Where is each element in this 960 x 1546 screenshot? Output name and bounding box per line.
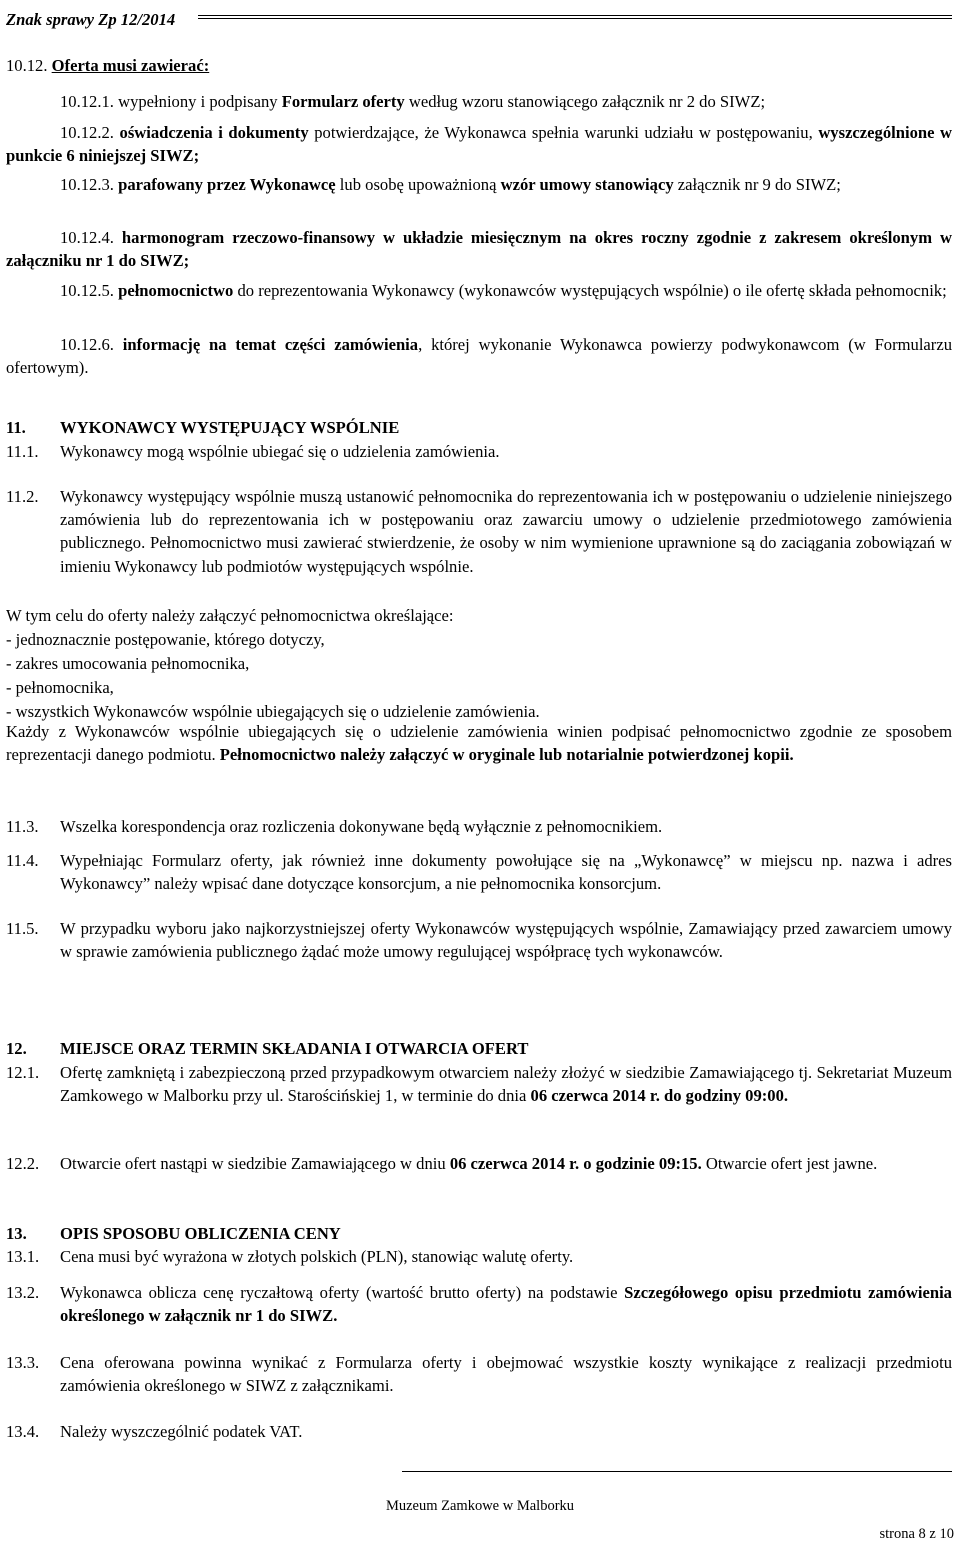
para-11-5: W przypadku wyboru jako najkorzystniejszej oferty Wykonawców występujących wspólnie, Zamawiający przed zawarciem umowy w sprawie zamówienia publicznego żądać może umowy regulującej współpracę tych wykonawców. xyxy=(60,919,952,962)
item-10-12-1 xyxy=(60,90,765,113)
section-number xyxy=(6,54,209,77)
item-text: lub osobę upoważnioną xyxy=(335,175,501,194)
item-text: potwierdzające, że Wykonawca spełnia warunki udziału w postępowaniu, xyxy=(308,123,819,142)
lead-text: W tym celu do oferty należy załączyć pełnomocnictwa określające: xyxy=(6,606,454,625)
item-text-c: według wzoru stanowiącego załącznik nr 2 do SIWZ; xyxy=(404,92,766,111)
item-10-12-2 xyxy=(6,121,952,167)
para-number: 11.2. xyxy=(6,487,39,506)
para-number: 11.5. xyxy=(6,919,39,938)
item-10-12-5 xyxy=(6,279,952,302)
para-text-bold: Pełnomocnictwo należy załączyć w oryginale lub notarialnie potwierdzonej kopii. xyxy=(219,745,794,765)
dash-item: - zakres umocowania pełnomocnika, xyxy=(6,654,250,673)
dash-item: - wszystkich Wykonawców wspólnie ubiegających się o udzielenie zamówienia. xyxy=(6,702,540,721)
item-text: , której wykonanie Wykonawca powierzy podwykonawcom (w Formularzu ofertowym). xyxy=(6,335,952,378)
section-title: OPIS SPOSOBU OBLICZENIA CENY xyxy=(60,1224,341,1243)
item-text-bold-2: wyszczególnione w punkcie 6 niniejszej SIWZ; xyxy=(6,123,953,166)
para-text-bold: Szczegółowego opisu przedmiotu zamówienia określonego w załącznik nr 1 do SIWZ. xyxy=(60,1283,952,1326)
para-text: Wszelka korespondencja oraz rozliczenia dokonywane będą wyłącznie z pełnomocnikiem. xyxy=(60,817,663,836)
section-number-text: 10.12. xyxy=(6,56,48,75)
para-number: 12.1. xyxy=(6,1063,40,1082)
para-number: 11.1. xyxy=(6,442,39,461)
para-number: 13.2. xyxy=(6,1283,40,1302)
para-11-1 xyxy=(6,440,500,463)
para-each-contractor xyxy=(6,720,952,766)
section-title: WYKONAWCY WYSTĘPUJĄCY WSPÓLNIE xyxy=(60,418,400,437)
para-11-2: Wykonawcy występujący wspólnie muszą ustanowić pełnomocnika do reprezentowania ich w postępowaniu o udzielenie niniejszego zamówienia lub do reprezentowania ich w postępowaniu oraz zawarciu umowy o udzielenie przedmiotowego zamówienia publicznego. Pełnomocnictwo musi zawierać stwierdzenie, że osoby w nim wymienione uprawnione są do zaciągania zobowiązań w imieniu Wykonawcy lub podmiotów występujących wspólnie. xyxy=(60,487,952,576)
para-number: 13.4. xyxy=(6,1422,40,1441)
header-rule xyxy=(198,15,952,16)
para-text-bold: 06 czerwca 2014 r. do godziny 09:00. xyxy=(530,1086,789,1106)
item-text-bold: pełnomocnictwo xyxy=(118,281,234,300)
para-text: Należy wyszczególnić podatek VAT. xyxy=(60,1422,303,1441)
section-11-heading xyxy=(6,416,399,439)
page-number: strona 8 z 10 xyxy=(879,1526,954,1542)
para-12-1 xyxy=(60,1061,952,1107)
item-text-bold: oświadczenia i dokumenty xyxy=(119,123,309,142)
item-text-2: załącznik nr 9 do SIWZ; xyxy=(673,175,841,194)
footer-organization: Muzeum Zamkowe w Malborku xyxy=(385,1498,575,1514)
page-header xyxy=(6,4,952,30)
footer-rule xyxy=(402,1471,952,1472)
item-text-bold: parafowany przez Wykonawcę xyxy=(118,175,336,194)
item-number: 10.12.1. xyxy=(60,92,114,111)
section-12-heading xyxy=(6,1037,528,1060)
para-number: 13.1. xyxy=(6,1247,40,1266)
item-text-a: wypełniony i podpisany xyxy=(118,92,282,111)
para-12-2 xyxy=(60,1152,952,1175)
case-reference: Znak sprawy Zp 12/2014 xyxy=(6,10,176,29)
dash-item: - pełnomocnika, xyxy=(6,678,114,697)
para-13-4 xyxy=(6,1420,302,1443)
item-text-bold: harmonogram rzeczowo-finansowy w układzie miesięcznym na okres roczny zgodnie z zakresem określonym w załączniku nr 1 do SIWZ; xyxy=(6,228,952,271)
para-text: Cena musi być wyrażona w złotych polskich (PLN), stanowiąc walutę oferty. xyxy=(60,1247,574,1266)
para-date-bold: 06 czerwca 2014 r. xyxy=(449,1154,580,1173)
para-text: Ofertę zamkniętą i zabezpieczoną przed przypadkowym otwarciem należy złożyć w siedzibie Zamawiającego tj. Sekretariat Muzeum Zamkowego w Malborku przy ul. Starościńskiej 1, w terminie do dnia xyxy=(60,1063,952,1106)
item-number: 10.12.4. xyxy=(60,228,114,247)
item-text-bold: informację na temat części zamówienia xyxy=(122,335,419,354)
section-number: 13. xyxy=(6,1224,27,1243)
item-10-12-6 xyxy=(6,333,952,379)
para-13-1 xyxy=(6,1245,573,1268)
para-text: Wykonawca oblicza cenę ryczałtową oferty (wartość brutto oferty) na podstawie xyxy=(60,1283,625,1302)
para-text: Wykonawcy mogą wspólnie ubiegać się o udzielenia zamówienia. xyxy=(60,442,500,461)
item-10-12-4 xyxy=(6,226,952,272)
section-title: Oferta musi zawierać: xyxy=(51,56,210,75)
para-11-4: Wypełniając Formularz oferty, jak również inne dokumenty powołujące się na „Wykonawcę” w miejscu np. nazwa i adres Wykonawcy” należy wpisać dane dotyczące konsorcjum, a nie pełnomocnika konsorcjum. xyxy=(60,851,952,894)
para-number: 11.4. xyxy=(6,851,39,870)
section-13-heading xyxy=(6,1222,341,1245)
section-number: 12. xyxy=(6,1039,27,1058)
para-13-3: Cena oferowana powinna wynikać z Formularza oferty i obejmować wszystkie koszty wynikające z realizacji przedmiotu zamówienia określonego w SIWZ z załącznikami. xyxy=(60,1353,952,1396)
dash-item: - jednoznacznie postępowanie, którego dotyczy, xyxy=(6,630,325,649)
para-text: Każdy z Wykonawców wspólnie ubiegających się o udzielenie zamówienia winien podpisać pełnomocnictwo zgodnie ze sposobem reprezentacji danego podmiotu. xyxy=(6,722,952,765)
para-number: 12.2. xyxy=(6,1154,40,1173)
para-number: 13.3. xyxy=(6,1353,40,1372)
item-number: 10.12.5. xyxy=(60,281,114,300)
item-10-12-3 xyxy=(6,173,952,196)
item-text-bold-2: wzór umowy stanowiący xyxy=(500,175,674,194)
header-rule-second xyxy=(198,18,952,19)
item-number: 10.12.2. xyxy=(60,123,114,142)
para-11-3 xyxy=(6,815,662,838)
item-text-bold: Formularz oferty xyxy=(281,92,405,111)
item-number: 10.12.6. xyxy=(60,335,114,354)
para-13-2 xyxy=(60,1281,952,1327)
item-text: do reprezentowania Wykonawcy (wykonawców występujących wspólnie) o ile ofertę składa pełnomocnik; xyxy=(233,281,947,300)
para-text-2: Otwarcie ofert jest jawne. xyxy=(701,1154,878,1173)
para-text: Otwarcie ofert nastąpi w siedzibie Zamawiającego w dniu xyxy=(60,1154,450,1173)
para-time-bold: o godzinie 09:15. xyxy=(583,1154,702,1173)
section-number: 11. xyxy=(6,418,26,437)
section-title: MIEJSCE ORAZ TERMIN SKŁADANIA I OTWARCIA OFERT xyxy=(60,1039,529,1058)
para-number: 11.3. xyxy=(6,817,39,836)
item-number: 10.12.3. xyxy=(60,175,114,194)
